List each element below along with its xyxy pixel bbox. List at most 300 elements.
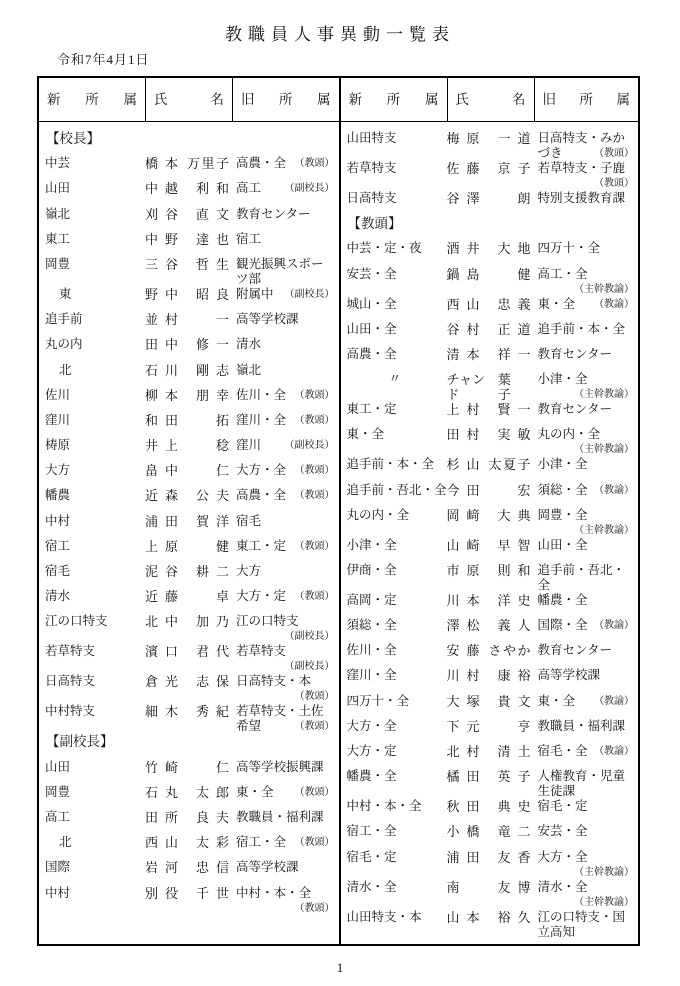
surname: 大塚 bbox=[446, 693, 487, 709]
name-cell bbox=[145, 337, 236, 353]
new-affiliation-cell: 四万十・全 bbox=[346, 693, 410, 708]
old-affiliation-text: 大方・定 bbox=[236, 589, 287, 604]
column-header-new-affiliation: 新所属 bbox=[348, 92, 439, 107]
table-row bbox=[39, 232, 339, 257]
surname: 細木 bbox=[145, 704, 186, 720]
old-affiliation-text: 高農・全 bbox=[236, 156, 287, 171]
old-affiliation-text: 追手前・吾北・全 bbox=[537, 562, 626, 592]
section-row bbox=[39, 131, 339, 156]
new-affiliation-cell: 丸の内・全 bbox=[346, 507, 410, 522]
old-affiliation-text: 窪川 bbox=[236, 438, 262, 453]
new-affiliation-cell: 東・全 bbox=[346, 427, 385, 442]
new-affiliation-cell: 清水・全 bbox=[346, 879, 397, 894]
surname: 近藤 bbox=[145, 589, 186, 605]
table-row bbox=[39, 514, 339, 539]
name-cell bbox=[446, 402, 538, 418]
old-affiliation-text: 附属中 bbox=[236, 286, 274, 301]
position-qualifier: （主幹教諭） bbox=[574, 444, 634, 456]
new-affiliation-cell: 窪川 bbox=[45, 412, 71, 427]
given-name: 仁 bbox=[215, 463, 229, 479]
name-cell bbox=[446, 427, 538, 443]
given-name: 友博 bbox=[497, 879, 538, 895]
old-affiliation-cell bbox=[535, 538, 639, 553]
position-qualifier: （主幹教諭） bbox=[574, 896, 634, 908]
old-affiliation-cell bbox=[535, 744, 639, 759]
old-affiliation-cell bbox=[233, 438, 339, 453]
given-name: 典史 bbox=[497, 799, 538, 815]
table-body-left bbox=[39, 122, 339, 920]
section-row bbox=[39, 734, 339, 759]
old-affiliation-cell bbox=[535, 241, 639, 256]
new-affiliation-cell: 日高特支 bbox=[45, 674, 96, 689]
old-affiliation-text: 高等学校課 bbox=[236, 860, 299, 875]
surname: 北中 bbox=[145, 614, 186, 630]
name-cell bbox=[145, 362, 236, 378]
position-qualifier: （教頭） bbox=[294, 591, 335, 603]
surname: 中野 bbox=[145, 231, 186, 247]
surname: 谷澤 bbox=[446, 191, 487, 206]
new-affiliation-cell: 若草特支 bbox=[346, 161, 397, 175]
new-affiliation-cell: 中村特支 bbox=[45, 704, 96, 719]
old-affiliation-text: 岡豊・全 bbox=[537, 507, 588, 522]
new-affiliation-cell: 宿毛 bbox=[45, 564, 71, 578]
table-row bbox=[39, 835, 339, 860]
new-affiliation-cell: 若草特支 bbox=[45, 644, 96, 659]
given-name: 良夫 bbox=[195, 809, 236, 825]
position-qualifier: （教頭） bbox=[294, 786, 335, 798]
given-name: さやか bbox=[488, 643, 532, 659]
name-cell bbox=[447, 191, 535, 206]
old-affiliation-cell bbox=[233, 539, 339, 554]
name-cell bbox=[446, 618, 538, 634]
old-affiliation-cell bbox=[233, 337, 339, 352]
old-affiliation-cell bbox=[233, 363, 339, 378]
personnel-table bbox=[37, 76, 640, 946]
old-affiliation-text: 江の口特支 bbox=[236, 614, 299, 629]
table-row bbox=[39, 463, 339, 488]
given-name: 竜二 bbox=[497, 824, 538, 840]
given-name: 達也 bbox=[195, 231, 236, 247]
table-body-right bbox=[341, 122, 639, 944]
surname: 竹崎 bbox=[145, 759, 186, 775]
new-affiliation-cell: 大方・定 bbox=[346, 744, 397, 758]
old-affiliation-cell bbox=[233, 760, 339, 775]
name-cell bbox=[446, 693, 538, 709]
new-affiliation-cell: 須総・全 bbox=[346, 618, 397, 633]
new-affiliation-cell: 中村 bbox=[45, 513, 71, 528]
name-cell bbox=[446, 321, 538, 337]
surname: 中越 bbox=[145, 181, 186, 197]
new-affiliation-cell: 梼原 bbox=[45, 438, 71, 453]
position-qualifier: （副校長） bbox=[284, 661, 335, 673]
new-affiliation-cell: 山田 bbox=[45, 181, 71, 196]
table-row bbox=[341, 538, 639, 563]
old-affiliation-cell bbox=[233, 860, 339, 875]
old-affiliation-text: 大方・全 bbox=[236, 463, 287, 478]
old-affiliation-text: 教育センター bbox=[537, 346, 613, 361]
name-cell bbox=[446, 824, 538, 840]
name-cell bbox=[446, 799, 538, 815]
new-affiliation-cell: 東工 bbox=[45, 231, 71, 246]
name-cell bbox=[446, 668, 538, 684]
table-row bbox=[39, 207, 339, 232]
surname: 刈谷 bbox=[145, 206, 186, 222]
old-affiliation-cell bbox=[233, 312, 339, 327]
new-affiliation-cell: 高岡・定 bbox=[346, 592, 397, 607]
surname: 今田 bbox=[446, 482, 487, 498]
old-affiliation-cell bbox=[233, 463, 339, 478]
given-name: 加乃 bbox=[195, 614, 236, 630]
table-row bbox=[39, 886, 339, 916]
column-header-name: 氏名 bbox=[145, 78, 233, 121]
given-name: 大典 bbox=[497, 507, 538, 523]
table-row bbox=[39, 287, 339, 312]
new-affiliation-cell: 佐川・全 bbox=[346, 643, 397, 658]
surname: 倉光 bbox=[145, 674, 186, 690]
old-affiliation-cell bbox=[535, 799, 639, 814]
new-affiliation-cell: 大方・全 bbox=[346, 718, 397, 733]
name-cell bbox=[446, 161, 538, 176]
old-affiliation-cell bbox=[233, 287, 339, 302]
position-qualifier: （教頭） bbox=[294, 691, 335, 703]
table-row bbox=[341, 241, 639, 266]
table-row bbox=[39, 614, 339, 644]
new-affiliation-cell: 山田特支 bbox=[346, 131, 397, 145]
table-left-half bbox=[39, 78, 339, 944]
given-name: 裕久 bbox=[497, 909, 538, 925]
table-row bbox=[341, 457, 639, 482]
page-title: 教職員人事異動一覧表 bbox=[225, 25, 455, 44]
position-qualifier: （教頭） bbox=[294, 837, 335, 849]
old-affiliation-cell bbox=[535, 297, 639, 312]
given-name: 秀紀 bbox=[195, 704, 236, 720]
new-affiliation-cell: 追手前・本・全 bbox=[346, 457, 435, 472]
surname: 井上 bbox=[145, 438, 186, 454]
position-qualifier: （主幹教諭） bbox=[574, 866, 634, 878]
table-row bbox=[341, 347, 639, 372]
old-affiliation-cell bbox=[535, 563, 639, 593]
new-affiliation-cell: 追手前・吾北・全 bbox=[346, 482, 447, 497]
name-cell bbox=[145, 539, 233, 554]
name-cell bbox=[145, 231, 236, 247]
old-affiliation-cell bbox=[233, 257, 339, 287]
surname: 橘田 bbox=[446, 769, 487, 785]
surname: 谷村 bbox=[446, 321, 487, 337]
old-affiliation-text: 東工・定 bbox=[236, 538, 287, 553]
old-affiliation-text: 高工・全 bbox=[537, 266, 588, 281]
given-name: 葉子 bbox=[497, 372, 518, 403]
old-affiliation-text: 教職員・福利課 bbox=[537, 718, 626, 733]
table-row bbox=[39, 785, 339, 810]
name-cell bbox=[446, 744, 538, 759]
given-name: 朋幸 bbox=[195, 387, 236, 403]
new-affiliation-cell: 江の口特支 bbox=[45, 614, 108, 629]
new-affiliation-cell: 東工・定 bbox=[346, 402, 397, 417]
old-affiliation-cell bbox=[233, 674, 339, 704]
new-affiliation-cell: 中芸 bbox=[45, 156, 71, 171]
old-affiliation-text: 小津・全 bbox=[537, 372, 588, 387]
old-affiliation-cell bbox=[233, 514, 339, 529]
surname: 野中 bbox=[145, 286, 186, 302]
name-cell bbox=[145, 614, 236, 630]
table-row bbox=[39, 413, 339, 438]
surname: 小橋 bbox=[446, 824, 487, 840]
new-affiliation-cell: 高農・全 bbox=[346, 346, 397, 361]
name-cell bbox=[145, 885, 236, 901]
surname: 柳本 bbox=[145, 387, 186, 403]
name-cell bbox=[145, 438, 233, 453]
surname: 畠中 bbox=[145, 463, 186, 479]
table-row bbox=[341, 297, 639, 322]
new-affiliation-cell: 国際 bbox=[45, 860, 71, 875]
given-name: 志保 bbox=[195, 674, 236, 690]
new-affiliation-cell: 山田 bbox=[45, 759, 71, 774]
column-header-new-affiliation: 新所属 bbox=[47, 92, 137, 107]
table-row bbox=[341, 769, 639, 799]
old-affiliation-text: 高農・全 bbox=[236, 488, 287, 503]
given-name: 太彩 bbox=[195, 835, 236, 851]
given-name: 万里子 bbox=[186, 156, 231, 172]
name-cell bbox=[145, 181, 236, 197]
table-row bbox=[341, 593, 639, 618]
name-cell bbox=[446, 537, 538, 553]
name-cell bbox=[446, 592, 538, 608]
given-name: 忠信 bbox=[195, 860, 236, 876]
surname: 酒井 bbox=[446, 241, 487, 257]
surname: 西山 bbox=[446, 296, 487, 312]
position-qualifier: （副校長） bbox=[284, 440, 335, 452]
name-cell bbox=[145, 760, 233, 775]
given-name: 友香 bbox=[497, 849, 538, 865]
old-affiliation-text: 教育センター bbox=[537, 643, 613, 658]
given-name: 実敏 bbox=[497, 427, 538, 443]
old-affiliation-cell bbox=[233, 388, 339, 403]
given-name: 利和 bbox=[195, 181, 236, 197]
old-affiliation-cell bbox=[233, 835, 339, 850]
old-affiliation-text: 小津・全 bbox=[537, 457, 588, 472]
table-row bbox=[341, 694, 639, 719]
table-row bbox=[39, 674, 339, 704]
table-header-row bbox=[341, 78, 639, 122]
table-row bbox=[39, 644, 339, 674]
position-qualifier: （教諭） bbox=[594, 484, 634, 496]
page-number: 1 bbox=[336, 959, 344, 975]
name-cell bbox=[446, 346, 538, 362]
table-row bbox=[39, 388, 339, 413]
given-name: 清土 bbox=[497, 744, 538, 759]
surname: 和田 bbox=[145, 412, 186, 428]
old-affiliation-cell bbox=[233, 810, 339, 825]
new-affiliation-cell: 北 bbox=[59, 835, 72, 850]
name-cell bbox=[145, 860, 236, 876]
table-row bbox=[341, 267, 639, 297]
surname: 市原 bbox=[446, 562, 487, 578]
table-row bbox=[341, 744, 639, 769]
position-qualifier: （教頭） bbox=[294, 465, 335, 477]
given-name: 英子 bbox=[497, 769, 538, 785]
table-row bbox=[341, 668, 639, 693]
name-cell bbox=[145, 387, 236, 403]
name-cell bbox=[446, 849, 538, 865]
name-cell bbox=[145, 312, 233, 327]
name-cell bbox=[145, 835, 236, 851]
old-affiliation-cell bbox=[535, 161, 639, 191]
old-affiliation-text: 幡農・全 bbox=[537, 592, 588, 607]
new-affiliation-cell: 中村 bbox=[45, 885, 71, 900]
old-affiliation-cell bbox=[535, 427, 639, 457]
table-row bbox=[39, 181, 339, 206]
surname: 西山 bbox=[145, 835, 186, 851]
given-name: 京子 bbox=[497, 161, 538, 176]
given-name: 朗 bbox=[517, 191, 531, 206]
name-cell bbox=[446, 909, 538, 925]
table-row bbox=[341, 880, 639, 910]
new-affiliation-cell: 岡豊 bbox=[45, 784, 71, 799]
name-cell bbox=[145, 206, 236, 222]
surname: 南 bbox=[446, 879, 460, 895]
name-cell bbox=[446, 879, 538, 895]
table-row bbox=[341, 850, 639, 880]
new-affiliation-cell: 東 bbox=[59, 286, 72, 301]
column-header-name: 氏名 bbox=[447, 78, 535, 121]
table-row bbox=[341, 483, 639, 508]
old-affiliation-text: 東・全 bbox=[236, 784, 274, 799]
old-affiliation-text: 国際・全 bbox=[537, 618, 588, 633]
name-cell bbox=[145, 644, 236, 660]
given-name: 健 bbox=[517, 266, 531, 282]
given-name: 一道 bbox=[497, 131, 538, 146]
new-affiliation-cell: 北 bbox=[59, 362, 72, 377]
surname: 浦田 bbox=[145, 513, 186, 529]
name-cell bbox=[145, 564, 236, 579]
old-affiliation-cell bbox=[233, 207, 339, 222]
surname: 近森 bbox=[145, 488, 186, 504]
old-affiliation-cell bbox=[535, 322, 639, 337]
table-header-row bbox=[39, 78, 339, 122]
given-name: 耕二 bbox=[195, 564, 236, 579]
position-qualifier: （教頭） bbox=[594, 148, 634, 159]
table-row bbox=[39, 488, 339, 513]
old-affiliation-text: 人権教育・児童生徒課 bbox=[537, 769, 626, 799]
surname: 川村 bbox=[446, 668, 487, 684]
table-row bbox=[341, 643, 639, 668]
position-qualifier: （教諭） bbox=[594, 620, 634, 632]
old-affiliation-cell bbox=[535, 131, 639, 161]
surname: 山崎 bbox=[446, 537, 487, 553]
table-row bbox=[341, 322, 639, 347]
name-cell bbox=[145, 513, 236, 529]
position-qualifier: （教諭） bbox=[594, 695, 634, 707]
old-affiliation-text: 山田・全 bbox=[537, 537, 588, 552]
surname: 田所 bbox=[145, 809, 186, 825]
surname: 石丸 bbox=[145, 784, 186, 800]
position-qualifier: （教頭） bbox=[594, 178, 634, 189]
old-affiliation-text: 日高特支・本 bbox=[236, 674, 312, 689]
old-affiliation-text: 窪川・全 bbox=[236, 412, 287, 427]
surname: 佐藤 bbox=[446, 161, 487, 176]
surname: 並村 bbox=[145, 312, 186, 328]
old-affiliation-cell bbox=[233, 564, 339, 579]
surname: 岡﨑 bbox=[446, 507, 487, 523]
new-affiliation-cell: 窪川・全 bbox=[346, 668, 397, 683]
given-name: 拓 bbox=[215, 412, 229, 428]
old-affiliation-text: 若草特支・土佐希望 bbox=[236, 704, 324, 734]
name-cell bbox=[446, 241, 538, 257]
table-row bbox=[341, 191, 639, 216]
old-affiliation-text: 中村・本・全 bbox=[236, 885, 312, 900]
given-name: 直文 bbox=[195, 206, 236, 222]
name-cell bbox=[447, 267, 535, 282]
section-header: 【教頭】 bbox=[347, 216, 402, 232]
surname: 鍋島 bbox=[446, 266, 487, 282]
old-affiliation-text: 東・全 bbox=[537, 296, 576, 311]
name-cell bbox=[446, 131, 538, 146]
table-row bbox=[39, 363, 339, 388]
given-name: 義人 bbox=[497, 618, 538, 634]
table-row bbox=[39, 704, 339, 734]
surname: 石川 bbox=[145, 362, 186, 378]
given-name: 早智 bbox=[497, 537, 538, 553]
new-affiliation-cell: 岡豊 bbox=[45, 256, 71, 271]
position-qualifier: （主幹教諭） bbox=[574, 524, 634, 536]
name-cell bbox=[145, 156, 233, 171]
position-qualifier: （教頭） bbox=[294, 902, 335, 914]
surname: 上原 bbox=[145, 538, 186, 554]
given-name: 公夫 bbox=[195, 488, 236, 504]
old-affiliation-cell bbox=[535, 719, 639, 734]
surname: 下元 bbox=[446, 718, 487, 734]
name-cell bbox=[446, 562, 538, 578]
position-qualifier: （主幹教諭） bbox=[574, 389, 634, 401]
old-affiliation-cell bbox=[535, 483, 639, 498]
name-cell bbox=[447, 719, 535, 734]
given-name: 宏 bbox=[517, 482, 531, 498]
old-affiliation-cell bbox=[535, 618, 639, 633]
surname: 杉山 bbox=[446, 457, 487, 473]
position-qualifier: （教諭） bbox=[594, 298, 634, 310]
surname: 北村 bbox=[446, 744, 487, 759]
table-row bbox=[341, 799, 639, 824]
surname: 橋本 bbox=[145, 156, 186, 172]
given-name: 賀洋 bbox=[195, 513, 236, 529]
name-cell bbox=[446, 507, 538, 523]
name-cell bbox=[447, 457, 535, 472]
table-row bbox=[39, 312, 339, 337]
new-affiliation-cell: 山田・全 bbox=[346, 321, 397, 336]
document-date: 令和7年4月1日 bbox=[57, 52, 150, 67]
old-affiliation-text: 佐川・全 bbox=[236, 387, 287, 402]
old-affiliation-text: 清水・全 bbox=[537, 879, 588, 894]
new-affiliation-cell: 小津・全 bbox=[346, 537, 397, 552]
new-affiliation-cell: 佐川 bbox=[45, 387, 71, 402]
name-cell bbox=[145, 589, 233, 604]
old-affiliation-text: 特別支援教育課 bbox=[537, 191, 626, 205]
table-row bbox=[39, 564, 339, 589]
table-row bbox=[341, 427, 639, 457]
old-affiliation-text: 宿工 bbox=[236, 231, 262, 246]
given-name: 則和 bbox=[497, 562, 538, 578]
position-qualifier: （教頭） bbox=[294, 158, 335, 170]
surname: 山本 bbox=[446, 909, 487, 925]
position-qualifier: （副校長） bbox=[284, 631, 335, 643]
new-affiliation-cell: 清水 bbox=[45, 589, 71, 604]
old-affiliation-text: 高工 bbox=[236, 181, 262, 196]
given-name: 剛志 bbox=[195, 362, 236, 378]
new-affiliation-cell: 嶺北 bbox=[45, 206, 71, 221]
new-affiliation-cell: 日高特支 bbox=[346, 191, 397, 205]
old-affiliation-text: 丸の内・全 bbox=[537, 427, 601, 442]
new-affiliation-cell: 宿工・全 bbox=[346, 824, 397, 839]
